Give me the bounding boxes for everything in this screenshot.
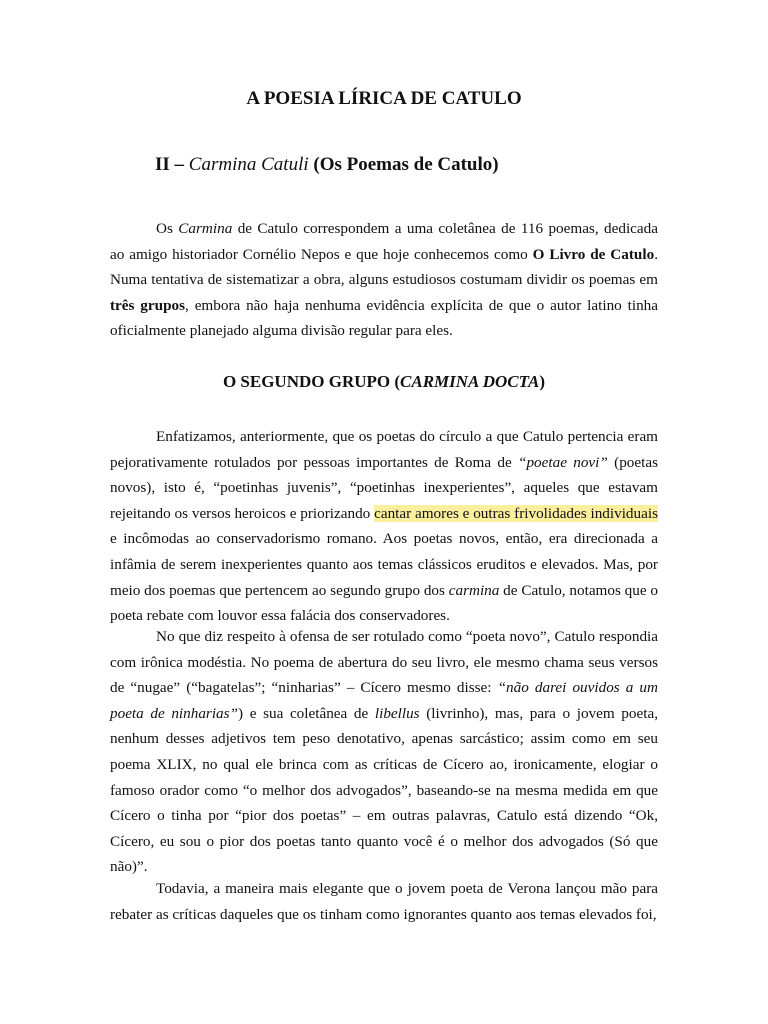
section-title-italic: Carmina Catuli: [188, 154, 309, 175]
section-title-suffix: (Os Poemas de Catulo): [308, 154, 499, 175]
highlighted-text[interactable]: cantar amores e outras frivolidades individuais: [374, 504, 658, 522]
italic-term: libellus: [374, 704, 420, 722]
italic-term: “poetae novi”: [518, 453, 608, 471]
italic-term: carmina: [448, 581, 500, 599]
paragraph-intro: Os Carmina de Catulo correspondem a uma coletânea de 116 poemas, dedicada ao amigo historiador Cornélio Nepos e que hoje conhecemos como O Livro de Catulo. Numa tentativa de sistematizar a obra, alguns estudiosos costumam dividir os poemas em três grupos, embora não haja nenhuma evidência explícita de que o autor latino tinha oficialmente planejado alguma divisão regular para eles.: [110, 220, 658, 340]
document-title: A POESIA LÍRICA DE CATULO: [246, 88, 522, 109]
paragraph-second-group: Enfatizamos, anteriormente, que os poetas do círculo a que Catulo pertencia eram pejorativamente rotulados por pessoas importantes de Roma de “poetae novi” (poetas novos), isto é, “poetinhas juvenis”, “poetinhas inexperientes”, aqueles que estavam rejeitando os versos heroicos e priorizando cantar amores e outras frivolidades individuais e incômodas ao conservadorismo romano. Aos poetas novos, então, era direcionada a infâmia de serem inexperientes quanto aos temas clássicos eruditos e elevados. Mas, por meio dos poemas que pertencem ao segundo grupo dos carmina de Catulo, notamos que o poeta rebate com louvor essa falácia dos conservadores.: [110, 428, 659, 625]
italic-term: Carmina: [178, 220, 233, 237]
section-prefix: II –: [155, 154, 189, 175]
group-heading: O SEGUNDO GRUPO (CARMINA DOCTA): [222, 372, 546, 391]
section-heading: [155, 152, 499, 178]
italic-quote: “não darei ouvidos a um poeta de ninharias”: [110, 679, 658, 722]
paragraph-todavia: Todavia, a maneira mais elegante que o jovem poeta de Verona lançou mão para rebater as críticas daqueles que os tinham como ignorantes quanto aos temas elevados foi,: [110, 880, 658, 923]
bold-term: O Livro de Catulo: [532, 245, 655, 263]
paragraph-poeta-novo: No que diz respeito à ofensa de ser rotulado como “poeta novo”, Catulo respondia com irônica modéstia. No poema de abertura do seu livro, ele mesmo chama seus versos de “nugae” (“bagatelas”; “ninharias” – Cícero mesmo disse: “não darei ouvidos a um poeta de ninharias”) e sua coletânea de libellus (livrinho), mas, para o jovem poeta, nenhum desses adjetivos tem peso denotativo, apenas sarcástico; assim como em seu poema XLIX, no qual ele brinca com as críticas de Cícero ao, ironicamente, elogiar o famoso orador como “o melhor dos advogados”, baseando-se na mesma medida em que Cícero o tinha por “pior dos poetas” – em outras palavras, Catulo está dizendo “Ok, Cícero, eu sou o pior dos poetas tanto quanto você é o melhor dos advogados (Só que não)”.: [110, 628, 658, 876]
group-heading-italic: CARMINA DOCTA: [400, 372, 540, 391]
bold-term: três grupos: [110, 296, 186, 314]
